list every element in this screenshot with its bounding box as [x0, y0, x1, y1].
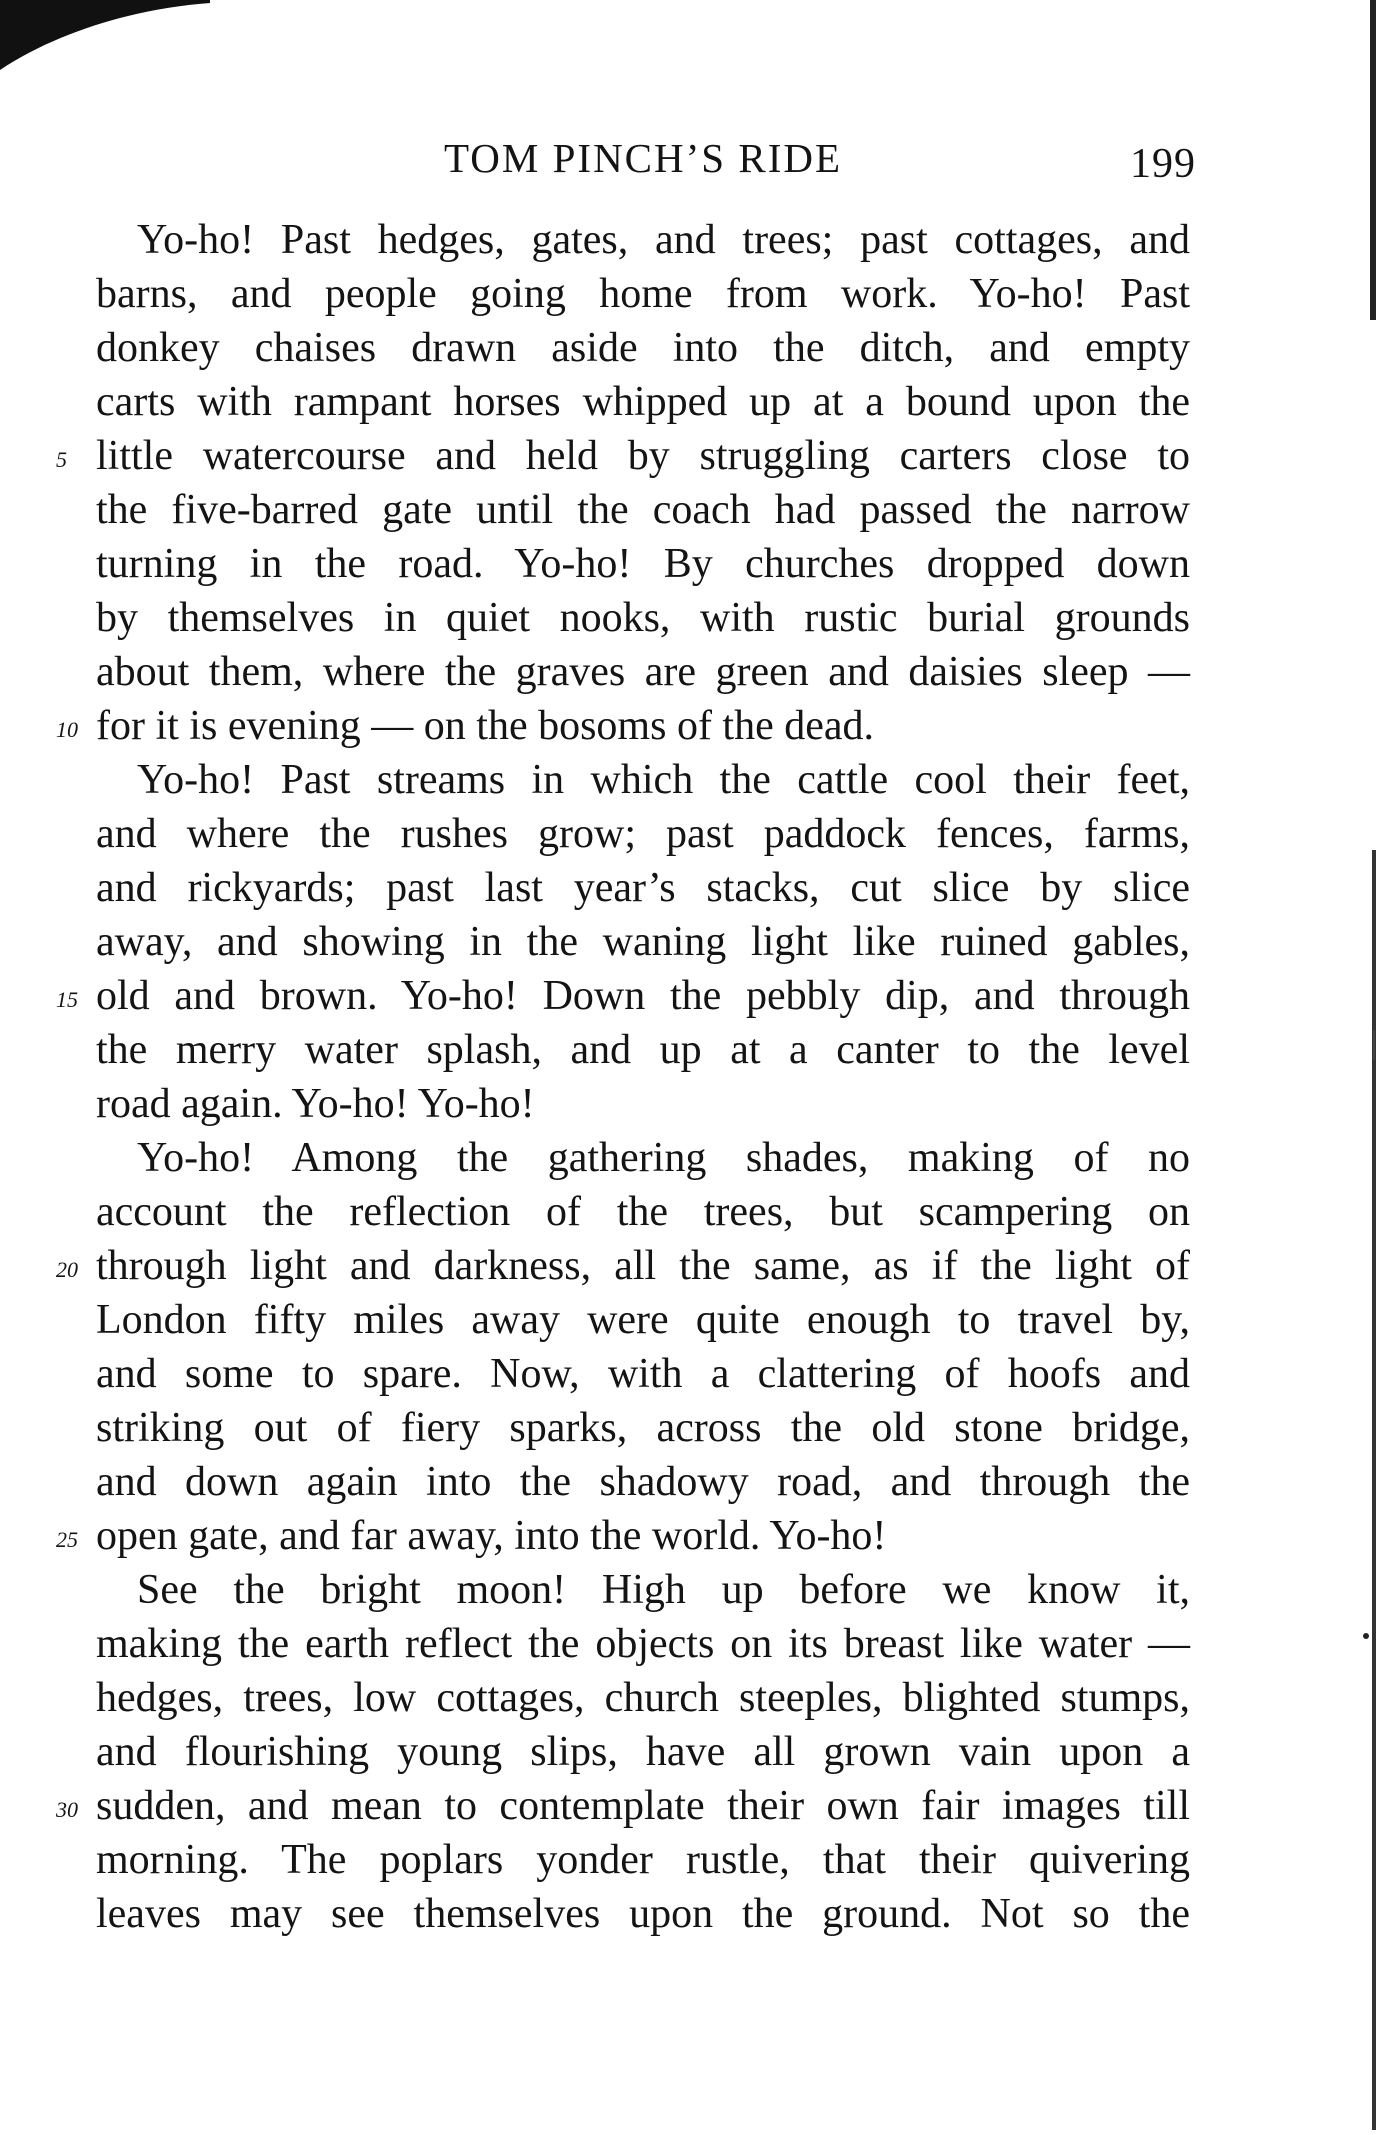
text-line: Yo-ho! Past hedges, gates, and trees; past cottages, and: [137, 217, 1190, 263]
text-line: turning in the road. Yo-ho! By churches dropped down: [96, 541, 1190, 587]
text-line: old and brown. Yo-ho! Down the pebbly dip, and through 15: [96, 969, 1190, 1023]
text-line: and where the rushes grow; past paddock fences, farms,: [96, 811, 1190, 857]
text-line: the merry water splash, and up at a canter to the level: [96, 1027, 1190, 1073]
text-line: morning. The poplars yonder rustle, that their quivering: [96, 1837, 1190, 1883]
text-line: making the earth reflect the objects on its breast like water —: [96, 1621, 1190, 1667]
page-header: [96, 128, 1196, 188]
text-line: carts with rampant horses whipped up at a bound upon the: [96, 379, 1190, 425]
text-line: away, and showing in the waning light like ruined gables,: [96, 919, 1190, 965]
text-line: and some to spare. Now, with a clattering of hoofs and: [96, 1351, 1190, 1397]
text-line: See the bright moon! High up before we know it,: [137, 1567, 1190, 1613]
body-text: [56, 213, 1190, 1941]
text-line: open gate, and far away, into the world. Yo-ho! 25: [96, 1509, 1190, 1563]
text-line: about them, where the graves are green and daisies sleep —: [96, 649, 1190, 695]
text-line: road again. Yo-ho! Yo-ho!: [96, 1081, 535, 1127]
page-corner-mark: [0, 0, 210, 80]
line-number: 25: [56, 1527, 78, 1552]
text-line: Yo-ho! Among the gathering shades, making of no: [137, 1135, 1190, 1181]
text-line: by themselves in quiet nooks, with rustic burial grounds: [96, 595, 1190, 641]
text-line: Yo-ho! Past streams in which the cattle cool their feet,: [137, 757, 1190, 803]
text-line: striking out of fiery sparks, across the old stone bridge,: [96, 1405, 1190, 1451]
line-number: 20: [56, 1257, 78, 1282]
text-line: donkey chaises drawn aside into the ditch, and empty: [96, 325, 1190, 371]
line-number: 10: [56, 717, 78, 742]
text-line: London fifty miles away were quite enough to travel by,: [96, 1297, 1190, 1343]
line-number: 15: [56, 987, 78, 1012]
text-line: hedges, trees, low cottages, church steeples, blighted stumps,: [96, 1675, 1190, 1721]
text-line: leaves may see themselves upon the ground. Not so the: [96, 1891, 1190, 1937]
text-line: barns, and people going home from work. Yo-ho! Past: [96, 271, 1190, 317]
running-title: TOM PINCH’S RIDE: [444, 135, 842, 181]
text-line: and down again into the shadowy road, and through the: [96, 1459, 1190, 1505]
line-number: 5: [56, 447, 67, 472]
text-line: for it is evening — on the bosoms of the dead. 10: [96, 699, 1190, 753]
scan-edge-shadow: [1340, 0, 1391, 2135]
text-line: sudden, and mean to contemplate their own fair images till 30: [96, 1779, 1190, 1833]
text-line: and rickyards; past last year’s stacks, cut slice by slice: [96, 865, 1190, 911]
text-line: little watercourse and held by struggling carters close to 5: [96, 429, 1190, 483]
text-line: account the reflection of the trees, but scampering on: [96, 1189, 1190, 1235]
text-line: the five-barred gate until the coach had passed the narrow: [96, 487, 1190, 533]
text-line: through light and darkness, all the same, as if the light of 20: [96, 1239, 1190, 1293]
text-line: and flourishing young slips, have all grown vain upon a: [96, 1729, 1190, 1775]
line-number: 30: [56, 1797, 78, 1822]
page-number: 199: [1130, 141, 1196, 187]
